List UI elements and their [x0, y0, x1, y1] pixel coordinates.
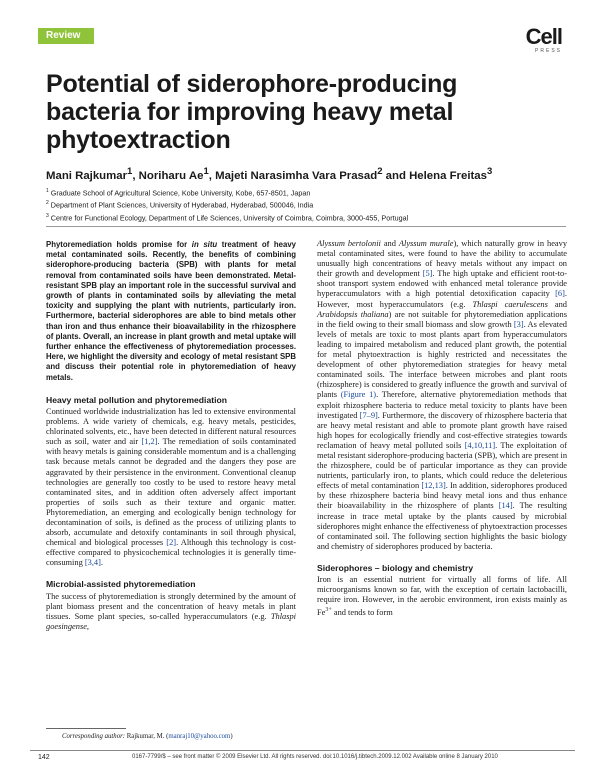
page-number: 142	[38, 754, 50, 761]
body-text: and	[547, 299, 567, 309]
citation-link[interactable]: [3]	[513, 319, 524, 329]
affiliation	[46, 198, 566, 210]
abstract-italic: in situ	[191, 240, 218, 249]
species-name: Alyssum murale	[398, 239, 454, 248]
affiliation-sup: 3	[46, 212, 49, 219]
body-text: . However, most hyperaccumulators (e.g.	[317, 289, 567, 309]
corr-label: Corresponding author:	[62, 733, 126, 740]
abstract-text: treatment of heavy metal contaminated soils. Recently, the benefits of combining siderophore-producing bacteria (SPB) with plants for metal removal from contaminated soils have been demonstrated. Metal-resistant SPB play an important role in the successful survival and growth of plants in contaminated soils by alleviating the metal toxicity and supplying the plant with nutrients, particularly iron. Furthermore, bacterial siderophores are able to bind metals other than iron and thus enhance their bioavailability in the rhizosphere of plants. Overall, an increase in plant growth and metal uptake will further enhance the effectiveness of phytoremediation processes. Here, we highlight the diversity and ecology of metal resistant SPB and discuss their potential role in phytoremediation of heavy metals.	[46, 240, 296, 382]
affiliation-text: Graduate School of Agricultural Science, Kobe University, Kobe, 657-8501, Japan	[50, 188, 311, 198]
body-text: . Therefore, alternative phytoremediation methods that exploit rhizosphere bacteria to reduce metal toxicity to plants have been investigated	[317, 390, 567, 420]
affiliation-text: Department of Plant Sciences, University of Hyderabad, Hyderabad, 500046, India	[50, 200, 314, 210]
citation-link[interactable]: [2]	[166, 538, 177, 548]
affiliation-sup: 2	[46, 200, 49, 207]
corresponding-author	[62, 733, 233, 740]
body-text: and	[380, 239, 399, 248]
body-text: . The high uptake and efficient root-to-shoot transport system endowed with enhanced metal tolerance provide hyperaccumulators with a high potential detoxification capacity	[317, 269, 567, 299]
header-divider	[46, 226, 566, 227]
body-text: . The exploitation of metal resistant siderophore-producing bacteria (SPB), which are present in the rhizosphere, could be of particular importance as they can provide nutrients, particularly iron, to plants, which could reduce the deleterious effects of metal contamination	[317, 440, 568, 491]
body-paragraph	[46, 592, 296, 632]
section-heading: Microbial-assisted phytoremediation	[46, 579, 196, 590]
article-title: Potential of siderophore-producing bacteria for improving heavy metal phytoextraction	[46, 70, 458, 154]
figure-link[interactable]: (Figure 1)	[340, 390, 377, 400]
author-sup: 3	[486, 166, 493, 177]
species-name: Thlaspi caerulescens	[472, 299, 548, 309]
species-name: Arabidopsis thaliana	[317, 309, 389, 319]
body-text: Iron is an essential nutrient for virtually all forms of life. All microorganisms known so far, with the exception of certain lactobacilli, require iron. However, in the aerobic environment, iron exists mainly as Fe	[317, 575, 567, 618]
right-column	[317, 239, 567, 618]
citation-link[interactable]: [5]	[422, 269, 433, 279]
body-paragraph	[317, 575, 567, 618]
body-text: and tends to form	[331, 608, 393, 618]
body-text: . Furthermore, the discovery of rhizosphere bacteria that are heavy metal resistant and able to promote plant growth have raised high hopes for ecologically friendly and cost-effective strategies towards reclamation of heavy metal polluted soils	[317, 410, 567, 450]
body-text: Continued worldwide industrialization has led to extensive environmental problems. A wide variety of chemicals, e.g. heavy metals, pesticides, chlorinated solvents, etc., have been detected in different natural resources such as soil, water and air	[46, 406, 296, 447]
abstract-text: Phytoremediation holds promise for	[46, 240, 192, 249]
left-column	[46, 240, 296, 632]
body-text: . In addition, siderophores produced by these rhizosphere bacteria bind heavy metal ions and thus enhance their bioavailability in the rhizosphere of plants	[317, 481, 567, 511]
author-name: Noriharu Ae	[138, 169, 204, 182]
body-paragraph	[317, 239, 567, 552]
citation-link[interactable]: [6]	[555, 289, 565, 299]
citation-link[interactable]: [12,13]	[421, 481, 446, 491]
species-name: Alyssum bertolonii	[317, 239, 381, 248]
author-name: Mani Rajkumar	[46, 169, 128, 182]
section-heading: Heavy metal pollution and phytoremediation	[46, 394, 227, 405]
affiliation	[46, 186, 566, 198]
body-text: . As elevated levels of metals are toxic to most plants apart from hyperaccumulators leading to impaired metabolism and reduced plant growth, the potential for metal phytoextraction is highly restricted and necessitates the development of other phytoremediation strategies for heavy metal contaminated soils. The interface between microbes and plant roots (rhizosphere) is considered to greatly influence the growth and survival of plants	[317, 319, 567, 400]
body-text: . The remediation of soils contaminated with heavy metals is gaining considerable momentum and is a challenging task because metals cannot be degraded and the dangers they pose are aggravated by their persistence in the environment. Conventional cleanup technologies are generally too costly to be used to restore heavy metal contaminated sites, and in addition often adversely affect important properties of soils such as their texture and organic matter. Phytoremediation, an emerging and ecologically benign technology for decontamination of soils, is defined as the process of utilizing plants to absorb, accumulate and detoxify contaminants in soil through physical, chemical and biological processes	[46, 437, 296, 548]
abstract	[46, 240, 296, 383]
publisher-logo	[526, 26, 562, 54]
citation-link[interactable]: [3,4]	[84, 558, 101, 568]
footnote-rule	[46, 728, 126, 729]
author-separator: ,	[208, 169, 216, 182]
author-and: and	[382, 169, 410, 182]
body-text: . Although this technology is cost-effective compared to physicochemical technologies it is generally time-consuming	[46, 538, 296, 568]
section-tab: Review	[38, 28, 94, 44]
author-sup: 1	[203, 166, 209, 177]
author-list	[46, 166, 566, 182]
citation-link[interactable]: [7–9]	[359, 410, 378, 420]
citation-link[interactable]: [1,2]	[141, 437, 158, 447]
affiliation	[46, 211, 566, 223]
logo-main: Cell	[525, 24, 562, 49]
citation-link[interactable]: [4,10,11]	[464, 440, 496, 450]
email-link[interactable]: manraj10@yahoo.com	[168, 733, 231, 740]
body-paragraph	[46, 407, 296, 569]
body-text: The success of phytoremediation is strongly determined by the amount of plant biomass present and the concentration of heavy metals in plant tissues. Some plant species, so-called hyperaccumulators (e.g.	[46, 591, 296, 621]
superscript: 3+	[325, 607, 332, 614]
affiliation-sup: 1	[46, 188, 49, 194]
corr-text: )	[230, 733, 233, 740]
body-text: .	[100, 558, 103, 568]
author-name: Majeti Narasimha Vara Prasad	[215, 169, 378, 182]
author-separator: ,	[132, 169, 139, 182]
affiliation-text: Centre for Functional Ecology, Department of Life Sciences, University of Coimbra, Coimbra, 3000-455, Portugal	[50, 213, 409, 223]
citation-link[interactable]: [14]	[498, 501, 513, 511]
footer-rule	[30, 750, 575, 751]
body-text: ), which naturally grow in heavy metal contaminated sites, were found to have the ability to accumulate unusually high concentrations of heavy metals without any impact on their growth and development	[317, 239, 568, 279]
species-name: Thlaspi goesingense,	[46, 611, 296, 631]
author-sup: 1	[127, 166, 133, 177]
author-sup: 2	[377, 166, 383, 177]
author-name: Helena Freitas	[409, 169, 487, 182]
footer-line: 0167-7799/$ – see front matter © 2009 Elsevier Ltd. All rights reserved. doi:10.1016/j.tibtech.2009.12.002 Available online 8 January 2010	[132, 754, 498, 760]
logo-sub: PRESS	[535, 48, 562, 54]
corr-text: Rajkumar, M. (	[125, 733, 169, 740]
body-text: . The resulting increase in trace metal uptake by the plants caused by microbial siderophores might enhance the effectiveness of phytoextraction processes of contaminated soil. The following section highlights the basic biology and chemistry of siderophores produced by bacteria.	[317, 501, 567, 551]
section-heading: Siderophores – biology and chemistry	[317, 562, 474, 573]
body-text: ) are not suitable for phytoremediation applications in the field owing to their small biomass and slow growth	[317, 309, 567, 329]
affiliations	[46, 186, 566, 223]
